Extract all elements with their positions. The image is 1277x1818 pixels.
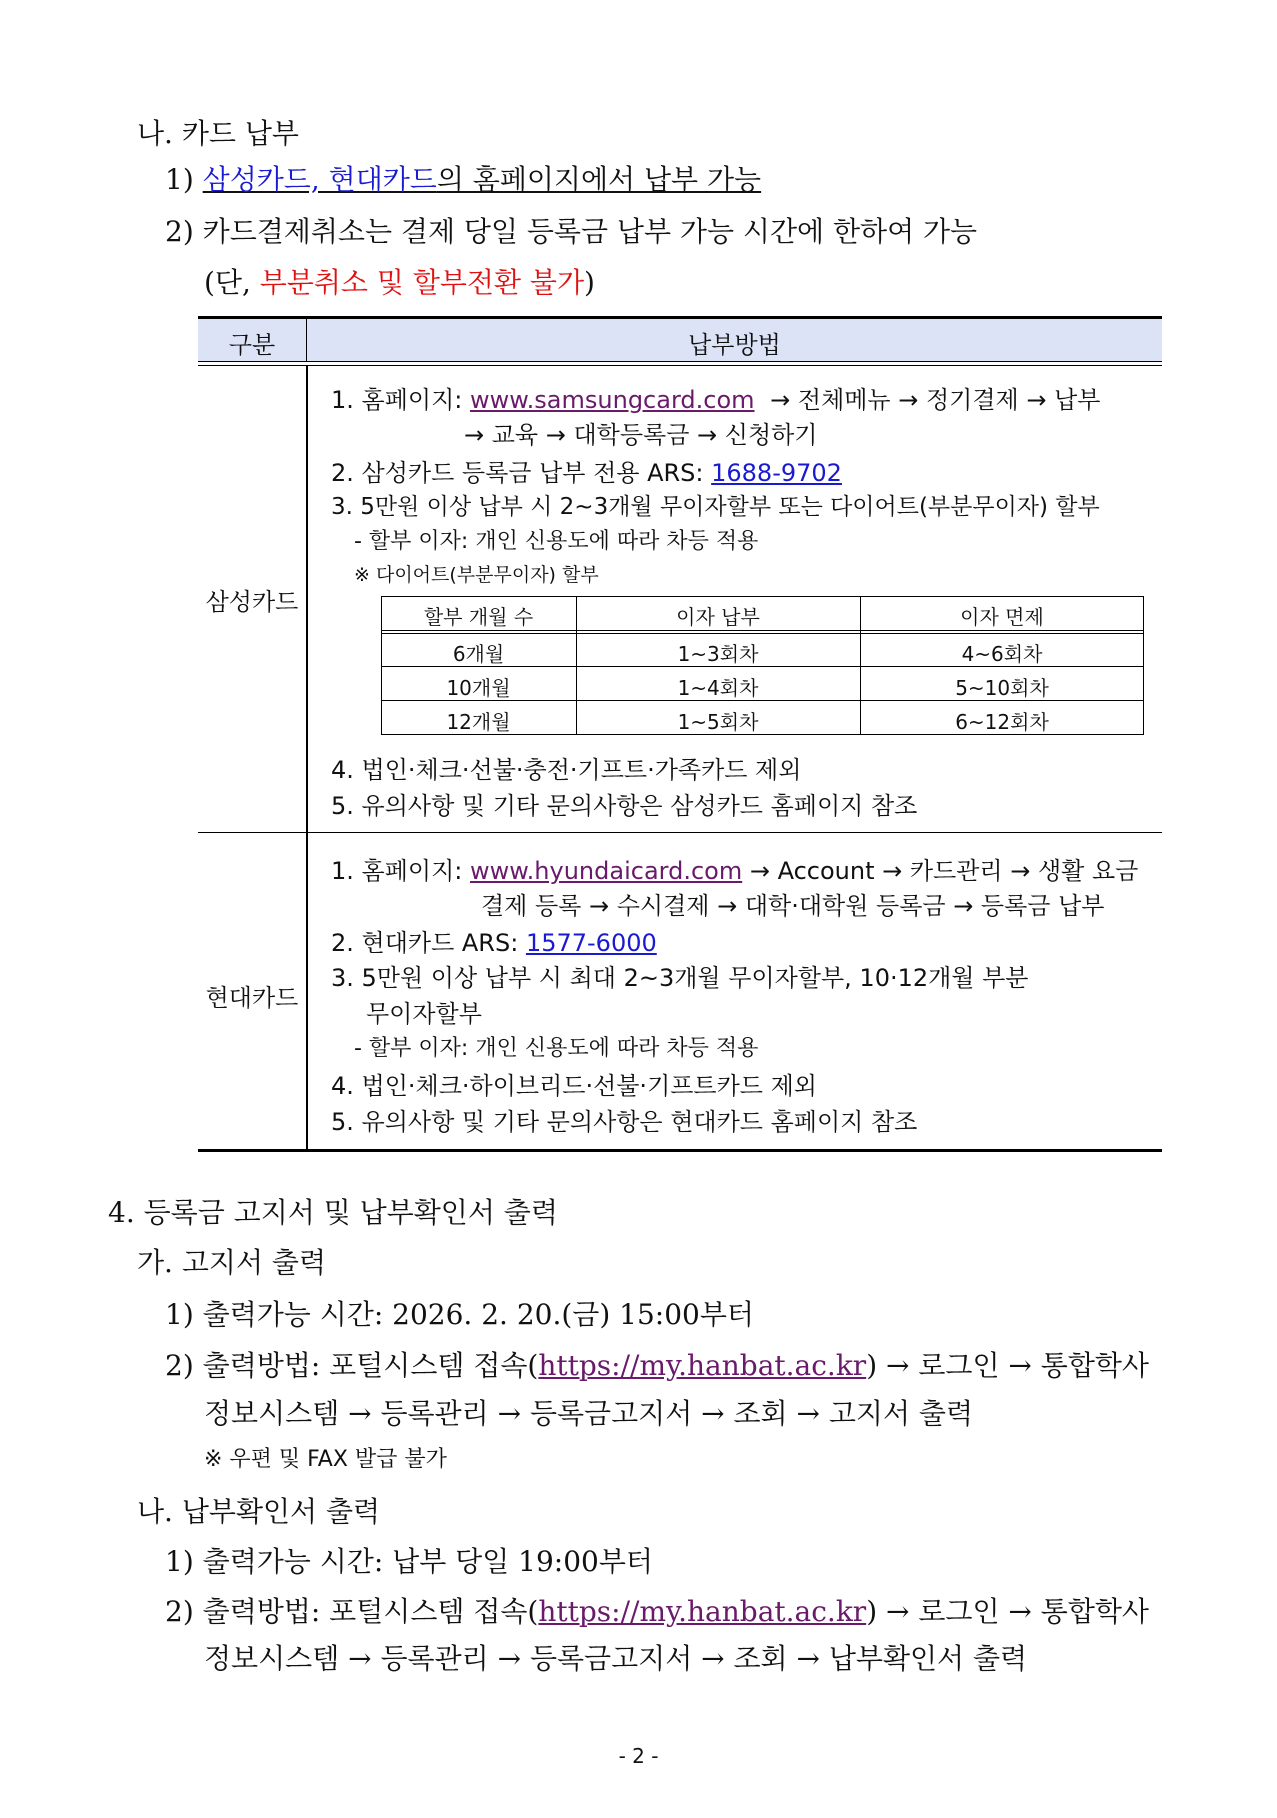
item-number: 2) [165,1349,194,1382]
notice-print-item-2-cont: 정보시스템 → 등록관리 → 등록금고지서 → 조회 → 고지서 출력 [204,1397,974,1430]
samsung-line-3-sub: - 할부 이자: 개인 신용도에 따라 차등 적용 [354,529,759,554]
notice-print-note: ※ 우편 및 FAX 발급 불가 [204,1447,447,1472]
payment-confirm-method-a: 출력방법: 포털시스템 접속( [202,1595,539,1628]
samsung-l1-path: → 전체메뉴 → 정기결제 → 납부 [762,386,1101,414]
item-number: 2) [165,1595,194,1628]
notice-print-item-2 [165,1344,1149,1384]
item-number: 1) [165,1545,194,1578]
table-cell: 4~6회차 [961,642,1043,666]
card-heading: 나. 카드 납부 [137,117,299,150]
portal-link[interactable]: https://my.hanbat.ac.kr [538,1349,867,1382]
samsung-l1-label: 1. 홈페이지: [331,386,470,414]
hyundai-line-4: 4. 법인·체크·하이브리드·선불·기프트카드 제외 [331,1072,817,1100]
card-companies-link[interactable]: 삼성카드, 현대카드 [202,163,437,196]
card-item-1-rest: 의 홈페이지에서 납부 가능 [436,163,762,196]
table-cell: 12개월 [446,710,511,734]
hyundai-l1-path: → Account → 카드관리 → 생활 요금 [742,857,1139,885]
payment-confirm-item-1 [165,1540,653,1580]
table-cell: 1~4회차 [677,676,759,700]
sub-header-interest-paid: 이자 납부 [676,605,760,629]
samsung-line-3: 3. 5만원 이상 납부 시 2~3개월 무이자할부 또는 다이어트(부분무이자) 할부 [331,494,1100,520]
header-divider [198,361,1162,362]
note-close: ) [584,266,595,299]
table-bottom-border [198,1149,1162,1152]
notice-print-heading: 가. 고지서 출력 [137,1246,326,1279]
samsung-line-4: 4. 법인·체크·선불·충전·기프트·가족카드 제외 [331,756,802,784]
hyundai-line-3: 3. 5만원 이상 납부 시 최대 2~3개월 무이자할부, 10·12개월 부분 [331,964,1029,992]
hyundai-line-3-cont: 무이자할부 [366,1000,482,1028]
notice-print-time: 출력가능 시간: 2026. 2. 20.(금) 15:00부터 [202,1298,754,1331]
payment-confirm-heading: 나. 납부확인서 출력 [137,1495,381,1528]
sub-header-interest-free: 이자 면제 [960,605,1044,629]
table-top-border [198,316,1162,319]
card-item-1 [165,158,761,198]
card-item-2-note [204,261,595,301]
row-divider [198,832,1162,833]
sub-header-months: 할부 개월 수 [423,605,534,629]
card-item-1-text [203,163,761,196]
samsung-ars-phone[interactable]: 1688-9702 [711,459,842,487]
hyundai-line-1-cont: 결제 등록 → 수시결제 → 대학·대학원 등록금 → 등록금 납부 [481,892,1105,920]
hyundai-ars-phone[interactable]: 1577-6000 [525,929,657,957]
samsung-homepage-link[interactable]: www.samsungcard.com [469,386,755,414]
samsung-line-3-note: ※ 다이어트(부분무이자) 할부 [354,564,599,586]
note-open: (단, [204,266,260,299]
page-number: - 2 - [618,1744,659,1768]
table-cell: 6개월 [452,642,505,666]
notice-print-item-1 [165,1293,754,1333]
table-cell: 6~12회차 [955,710,1049,734]
item-number: 1) [165,1298,194,1331]
payment-confirm-method-b: ) → 로그인 → 통합학사 [866,1595,1149,1628]
samsung-l2-label: 2. 삼성카드 등록금 납부 전용 ARS: [331,459,712,487]
hyundai-line-1 [331,851,1138,886]
item-number: 2) [165,215,194,248]
col-header-category: 구분 [228,331,276,359]
samsung-line-1 [331,380,1100,415]
hyundai-line-2 [331,923,657,958]
payment-confirm-time: 출력가능 시간: 납부 당일 19:00부터 [202,1545,653,1578]
hyundai-l1-label: 1. 홈페이지: [331,857,470,885]
notice-print-method-b: ) → 로그인 → 통합학사 [866,1349,1149,1382]
payment-confirm-item-2 [165,1590,1149,1630]
col-header-method: 납부방법 [688,331,781,359]
table-cell: 1~3회차 [677,642,759,666]
samsung-line-2 [331,453,842,488]
hyundai-line-5: 5. 유의사항 및 기타 문의사항은 현대카드 홈페이지 참조 [331,1108,918,1136]
note-red: 부분취소 및 할부전환 불가 [259,266,585,299]
card-item-2 [165,210,977,250]
hyundai-line-3-sub: - 할부 이자: 개인 신용도에 따라 차등 적용 [354,1036,759,1061]
hyundai-l2-label: 2. 현대카드 ARS: [331,929,526,957]
samsung-line-1-cont: → 교육 → 대학등록금 → 신청하기 [464,421,818,449]
table-cell: 1~5회차 [677,710,759,734]
header-divider-2 [198,365,1162,366]
body-col-divider [306,365,308,1150]
table-cell: 10개월 [446,676,511,700]
card-item-2-text: 카드결제취소는 결제 당일 등록금 납부 가능 시간에 한하여 가능 [202,215,978,248]
table-cell: 5~10회차 [955,676,1049,700]
payment-confirm-item-2-cont: 정보시스템 → 등록관리 → 등록금고지서 → 조회 → 납부확인서 출력 [204,1642,1028,1675]
row-label-samsung: 삼성카드 [205,588,299,616]
portal-link[interactable]: https://my.hanbat.ac.kr [538,1595,867,1628]
hyundai-homepage-link[interactable]: www.hyundaicard.com [469,857,743,885]
item-number: 1) [165,163,194,196]
samsung-line-5: 5. 유의사항 및 기타 문의사항은 삼성카드 홈페이지 참조 [331,792,918,820]
section-4-heading: 4. 등록금 고지서 및 납부확인서 출력 [108,1196,558,1229]
row-label-hyundai: 현대카드 [205,984,299,1012]
notice-print-method-a: 출력방법: 포털시스템 접속( [202,1349,539,1382]
